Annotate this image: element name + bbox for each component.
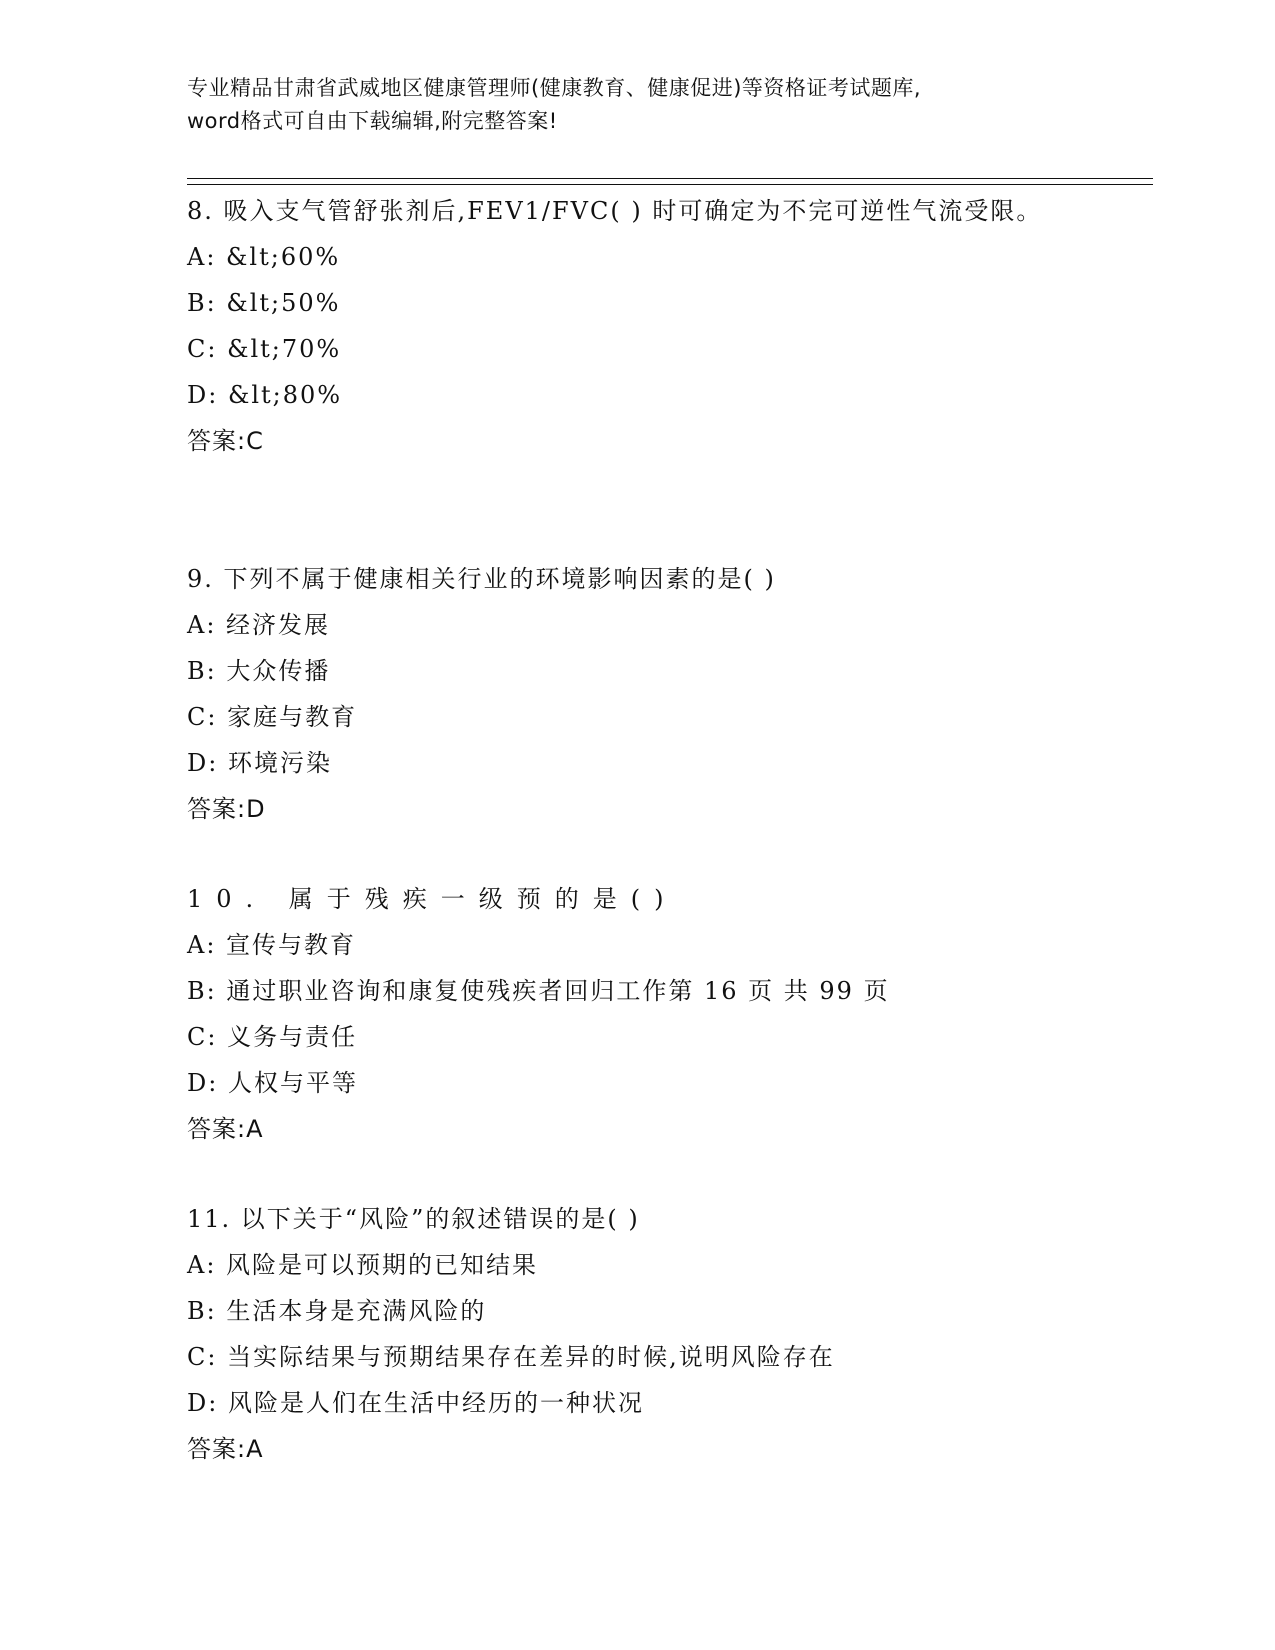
document-header [187, 72, 1067, 138]
header-line-1: 专业精品甘肃省武威地区健康管理师(健康教育、健康促进)等资格证考试题库, [187, 76, 922, 100]
option-c: C: &lt;70% [187, 335, 342, 363]
option-c: C: 家庭与教育 [187, 703, 358, 731]
option-a: A: &lt;60% [187, 243, 341, 271]
option-a: A: 风险是可以预期的已知结果 [187, 1251, 539, 1279]
answer: 答案:C [187, 427, 264, 455]
answer: 答案:A [187, 1435, 264, 1463]
question-stem: 11. 以下关于“风险”的叙述错误的是( ) [187, 1205, 640, 1233]
question-stem: 9. 下列不属于健康相关行业的环境影响因素的是( ) [187, 565, 776, 593]
answer: 答案:D [187, 795, 266, 823]
header-divider-top [187, 178, 1153, 179]
option-a: A: 经济发展 [187, 611, 331, 639]
option-b: B: &lt;50% [187, 289, 341, 317]
option-c: C: 义务与责任 [187, 1023, 358, 1051]
option-b: B: 通过职业咨询和康复使残疾者回归工作第 16 页 共 99 页 [187, 977, 890, 1005]
question-block [187, 876, 1087, 1152]
option-a: A: 宣传与教育 [187, 931, 357, 959]
option-d: D: 风险是人们在生活中经历的一种状况 [187, 1389, 644, 1417]
header-line-2: word格式可自由下载编辑,附完整答案! [187, 109, 558, 133]
question-block [187, 1196, 1087, 1472]
question-block [187, 556, 1087, 832]
option-b: B: 生活本身是充满风险的 [187, 1297, 487, 1325]
option-c: C: 当实际结果与预期结果存在差异的时候,说明风险存在 [187, 1343, 835, 1371]
option-d: D: 人权与平等 [187, 1069, 358, 1097]
answer: 答案:A [187, 1115, 264, 1143]
question-stem: 8. 吸入支气管舒张剂后,FEV1/FVC( ) 时可确定为不完可逆性气流受限。 [187, 197, 1043, 225]
question-block [187, 188, 1087, 464]
question-stem: 10. 属于残疾一级预的是() [187, 885, 678, 913]
header-divider-bottom [187, 184, 1153, 185]
option-d: D: 环境污染 [187, 749, 332, 777]
option-b: B: 大众传播 [187, 657, 331, 685]
option-d: D: &lt;80% [187, 381, 343, 409]
